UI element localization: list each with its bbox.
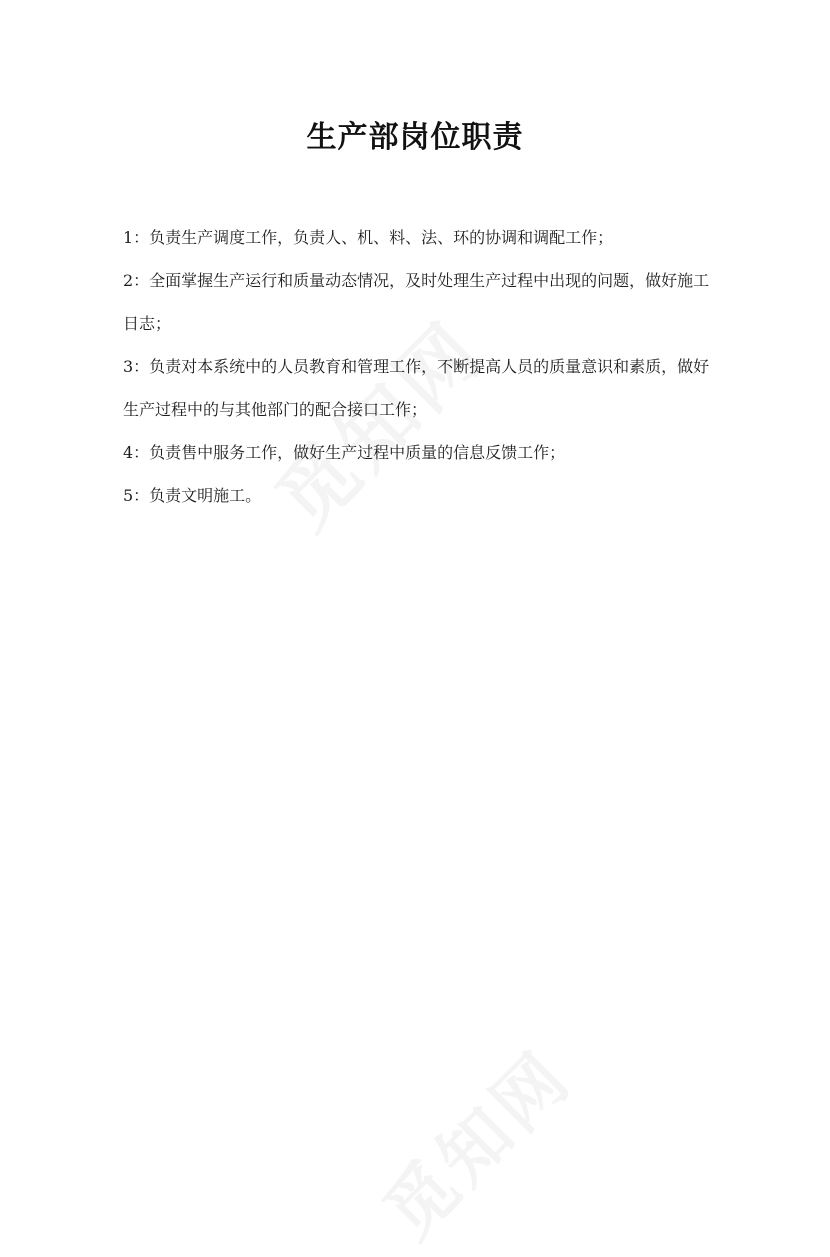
duty-item-4: 4：负责售中服务工作，做好生产过程中质量的信息反馈工作； <box>123 443 566 462</box>
duty-item-2: 2：全面掌握生产运行和质量动态情况，及时处理生产过程中出现的问题，做好施工日志； <box>123 271 710 333</box>
duty-item-3: 3：负责对本系统中的人员教育和管理工作，不断提高人员的质量意识和素质，做好生产过程中的与其他部门的配合接口工作； <box>123 357 710 419</box>
document-title: 生产部岗位职责 <box>306 120 524 155</box>
duty-item-5: 5：负责文明施工。 <box>123 486 262 505</box>
document-body <box>123 216 723 517</box>
watermark <box>358 1024 591 1257</box>
duty-item-1: 1：负责生产调度工作，负责人、机、料、法、环的协调和调配工作； <box>123 228 614 247</box>
